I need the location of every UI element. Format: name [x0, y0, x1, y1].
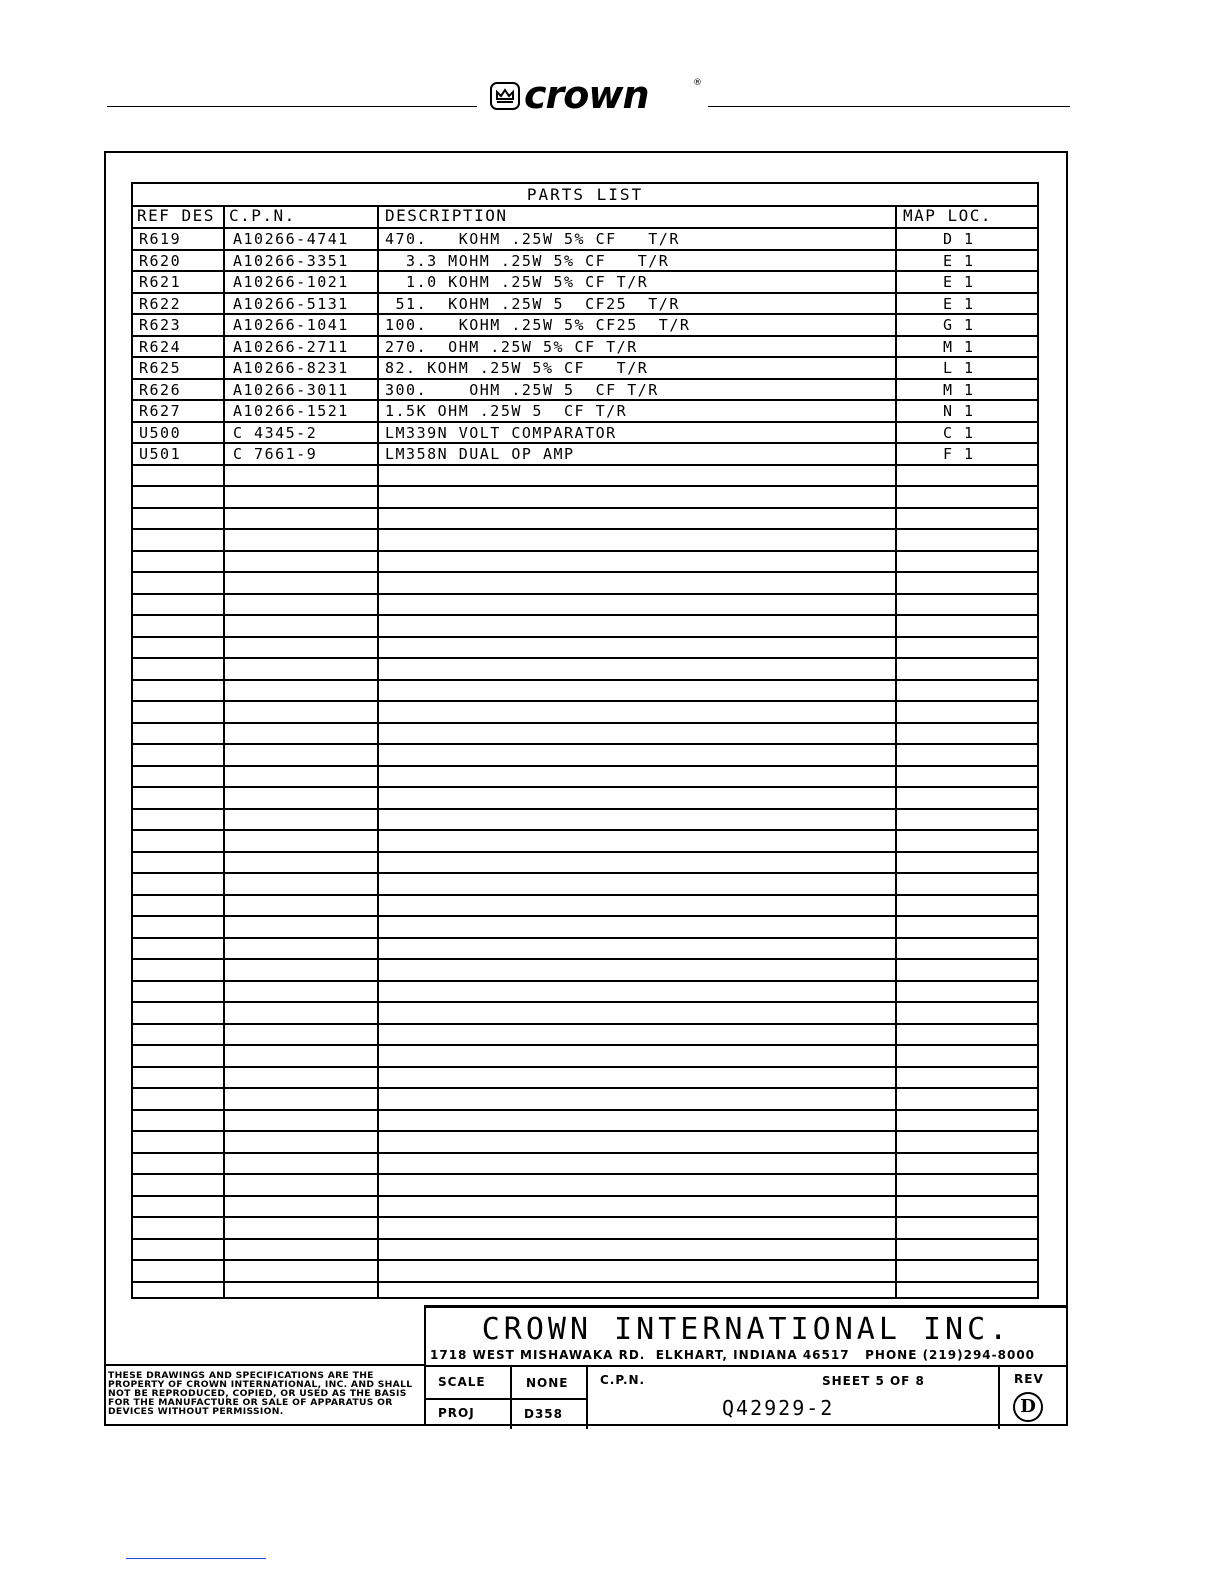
cell-map: L 1 — [943, 359, 975, 377]
table-row-empty — [133, 765, 1037, 787]
company-name: CROWN INTERNATIONAL INC. — [481, 1312, 1012, 1347]
table-row-empty — [133, 722, 1037, 744]
cell-desc: 270. OHM .25W 5% CF T/R — [385, 337, 638, 356]
cell-map: E 1 — [943, 273, 975, 291]
table-row-empty — [133, 1281, 1037, 1303]
table-row-empty — [133, 808, 1037, 830]
table-row — [133, 399, 1037, 421]
table-row-empty — [133, 1216, 1037, 1238]
table-row-empty — [133, 700, 1037, 722]
cell-ref: R621 — [139, 273, 182, 291]
table-row-empty — [133, 528, 1037, 550]
table-row-empty — [133, 980, 1037, 1002]
cell-desc: 51. KOHM .25W 5 CF25 T/R — [385, 294, 680, 313]
table-row-empty — [133, 1152, 1037, 1174]
table-row-empty — [133, 937, 1037, 959]
scale-label: SCALE — [438, 1375, 486, 1389]
cell-ref: R624 — [139, 337, 182, 356]
table-row-empty — [133, 958, 1037, 980]
title-block-rule — [426, 1365, 1067, 1367]
cell-cpn: A10266-2711 — [233, 337, 349, 356]
company-address: 1718 WEST MISHAWAKA RD. ELKHART, INDIANA 46517 PHONE (219)294-8000 — [430, 1348, 1036, 1362]
scale-value: NONE — [526, 1376, 569, 1390]
table-row-empty — [133, 1023, 1037, 1045]
table-row-empty — [133, 1066, 1037, 1088]
table-row-empty — [133, 915, 1037, 937]
cell-ref: R625 — [139, 359, 182, 377]
table-row — [133, 442, 1037, 464]
cell-map: M 1 — [943, 337, 975, 356]
cell-desc: 1.5K OHM .25W 5 CF T/R — [385, 402, 628, 420]
cell-cpn: A10266-1041 — [233, 316, 349, 334]
table-row-empty — [133, 743, 1037, 765]
table-row-empty — [133, 679, 1037, 701]
cell-cpn: A10266-1021 — [233, 273, 349, 291]
table-row — [133, 292, 1037, 314]
col-header-ref-des: REF DES — [137, 206, 215, 225]
cell-cpn: A10266-1521 — [233, 402, 349, 420]
parts-list-rows — [133, 227, 1037, 1302]
table-row-empty — [133, 485, 1037, 507]
table-row-empty — [133, 550, 1037, 572]
cell-desc: 100. KOHM .25W 5% CF25 T/R — [385, 316, 691, 334]
table-row-empty — [133, 507, 1037, 529]
cell-cpn: A10266-3011 — [233, 380, 349, 399]
header-rule-right — [708, 106, 1070, 107]
table-row-empty — [133, 593, 1037, 615]
col-header-cpn: C.P.N. — [229, 206, 296, 225]
title-block-divider — [586, 1365, 588, 1429]
crown-logo — [490, 73, 706, 117]
table-row-empty — [133, 872, 1037, 894]
parts-list-table — [131, 182, 1039, 1299]
cell-ref: R623 — [139, 316, 182, 334]
table-row — [133, 356, 1037, 378]
cell-ref: R622 — [139, 294, 182, 313]
cell-cpn: A10266-3351 — [233, 251, 349, 270]
cell-map: E 1 — [943, 251, 975, 270]
parts-list-title: PARTS LIST — [133, 184, 1037, 207]
title-block-rule — [426, 1398, 588, 1400]
table-row-empty — [133, 1001, 1037, 1023]
table-row-empty — [133, 571, 1037, 593]
sheet-number: SHEET 5 OF 8 — [822, 1374, 925, 1388]
crown-logo-word: crown — [524, 73, 649, 117]
table-row-empty — [133, 1259, 1037, 1281]
cpn-label: C.P.N. — [600, 1373, 646, 1387]
cell-map: F 1 — [943, 445, 975, 463]
col-header-map-loc: MAP LOC. — [903, 206, 993, 225]
title-block-divider — [998, 1365, 1000, 1429]
cell-map: D 1 — [943, 230, 975, 248]
cell-desc: 470. KOHM .25W 5% CF T/R — [385, 230, 680, 248]
notice-rule — [104, 1364, 426, 1366]
title-block — [424, 1305, 1067, 1426]
proj-value: D358 — [524, 1407, 564, 1421]
table-row — [133, 270, 1037, 292]
proj-label: PROJ — [438, 1406, 475, 1420]
cell-desc: 82. KOHM .25W 5% CF T/R — [385, 359, 649, 377]
table-row-empty — [133, 1173, 1037, 1195]
cell-cpn: A10266-4741 — [233, 230, 349, 248]
cell-ref: R626 — [139, 380, 182, 399]
cell-desc: 3.3 MOHM .25W 5% CF T/R — [385, 251, 670, 270]
cell-desc: LM339N VOLT COMPARATOR — [385, 423, 617, 442]
table-row — [133, 249, 1037, 271]
table-row-empty — [133, 1195, 1037, 1217]
title-block-divider — [510, 1365, 512, 1429]
table-row-empty — [133, 1044, 1037, 1066]
cell-cpn: C 7661-9 — [233, 445, 318, 463]
cell-desc: 1.0 KOHM .25W 5% CF T/R — [385, 273, 649, 291]
cell-map: N 1 — [943, 402, 975, 420]
table-row-empty — [133, 829, 1037, 851]
cell-map: M 1 — [943, 380, 975, 399]
table-row — [133, 421, 1037, 443]
cell-desc: 300. OHM .25W 5 CF T/R — [385, 380, 659, 399]
table-row-empty — [133, 1238, 1037, 1260]
cell-cpn: A10266-5131 — [233, 294, 349, 313]
cell-ref: R620 — [139, 251, 182, 270]
table-row — [133, 378, 1037, 400]
cell-ref: U501 — [139, 445, 182, 463]
header-rule-left — [107, 106, 477, 107]
table-row — [133, 227, 1037, 249]
table-row-empty — [133, 636, 1037, 658]
cell-cpn: A10266-8231 — [233, 359, 349, 377]
cell-cpn: C 4345-2 — [233, 423, 318, 442]
table-row-empty — [133, 1087, 1037, 1109]
cell-desc: LM358N DUAL OP AMP — [385, 445, 575, 463]
registered-mark: ® — [693, 78, 702, 88]
table-row-empty — [133, 851, 1037, 873]
table-row — [133, 335, 1037, 357]
table-row-empty — [133, 614, 1037, 636]
table-row-empty — [133, 786, 1037, 808]
cell-ref: R627 — [139, 402, 182, 420]
table-row — [133, 313, 1037, 335]
cell-map: E 1 — [943, 294, 975, 313]
table-row-empty — [133, 657, 1037, 679]
table-row-empty — [133, 1130, 1037, 1152]
cell-ref: R619 — [139, 230, 182, 248]
cell-ref: U500 — [139, 423, 182, 442]
proprietary-notice: THESE DRAWINGS AND SPECIFICATIONS ARE THE PROPERTY OF CROWN INTERNATIONAL, INC. AND SHALL NOT BE REPRODUCED, COPIED, OR USED AS THE BASIS FOR THE MANUFACTURE OR SALE OF APPARATUS OR DEVICES WITHOUT PERMISSION. — [108, 1370, 413, 1417]
table-row-empty — [133, 1109, 1037, 1131]
rev-label: REV — [1014, 1372, 1044, 1386]
cpn-value: Q42929-2 — [722, 1396, 835, 1420]
cell-map: C 1 — [943, 423, 975, 442]
table-row-empty — [133, 894, 1037, 916]
crown-badge-icon — [490, 82, 520, 110]
rev-value: D — [1013, 1392, 1043, 1422]
cell-map: G 1 — [943, 316, 975, 334]
footer-link-underline — [126, 1558, 266, 1559]
col-header-description: DESCRIPTION — [385, 206, 508, 225]
table-row-empty — [133, 464, 1037, 486]
